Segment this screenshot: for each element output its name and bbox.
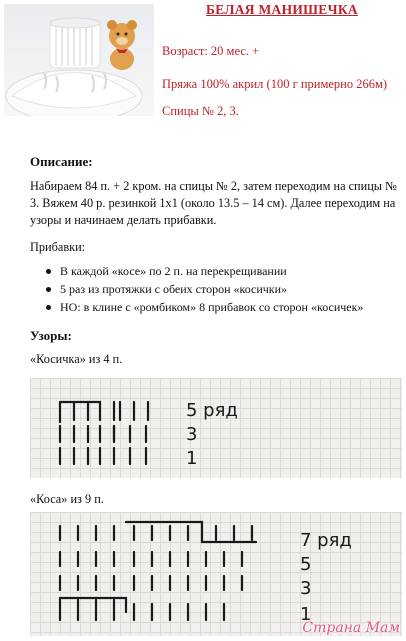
list-item: НО: в клине с «ромбиком» 8 прибавок со сторон «косичек» bbox=[44, 298, 363, 316]
age-info: Возраст: 20 мес. + bbox=[162, 44, 260, 58]
description-title: Описание: bbox=[30, 154, 93, 169]
pattern2-row-label-5: 5 bbox=[300, 554, 312, 575]
increases-label: Прибавки: bbox=[30, 240, 86, 254]
site-watermark: Страна Мам bbox=[302, 620, 400, 636]
pattern2-row-label-3: 3 bbox=[300, 578, 312, 599]
knitted-collar-illustration bbox=[4, 4, 154, 116]
pattern1-label: «Косичка» из 4 п. bbox=[30, 352, 123, 366]
pattern2-chart bbox=[30, 512, 402, 636]
needles-info: Спицы № 2, 3. bbox=[162, 104, 239, 118]
pattern2-row-label-1: 1 bbox=[300, 604, 312, 625]
pattern1-chart-drawing bbox=[30, 378, 402, 478]
page-title: БЕЛАЯ МАНИШЕЧКА bbox=[206, 2, 358, 17]
patterns-title: Узоры: bbox=[30, 328, 72, 343]
pattern2-chart-drawing bbox=[30, 512, 402, 636]
description-text: Набираем 84 п. + 2 кром. на спицы № 2, затем переходим на спицы № 3. Вяжем 40 р. резинкой 1х1 (около 13.5 – 14 см). Далее переходим на узоры и начинаем делать прибавки. bbox=[30, 179, 397, 227]
pattern1-chart bbox=[30, 378, 402, 478]
list-item: 5 раз из протяжки с обеих сторон «косички» bbox=[44, 280, 363, 298]
increases-list bbox=[44, 262, 363, 316]
pattern2-label: «Коса» из 9 п. bbox=[30, 492, 104, 506]
pattern2-row-label-7: 7 ряд bbox=[300, 530, 352, 551]
yarn-info: Пряжа 100% акрил (100 г примерно 266м) bbox=[162, 77, 388, 91]
pattern1-row-label-1: 1 bbox=[186, 448, 198, 469]
product-photo bbox=[4, 4, 154, 116]
pattern1-row-label-5: 5 ряд bbox=[186, 400, 238, 421]
list-item: В каждой «косе» по 2 п. на перекрещивании bbox=[44, 262, 363, 280]
pattern1-row-label-3: 3 bbox=[186, 424, 198, 445]
